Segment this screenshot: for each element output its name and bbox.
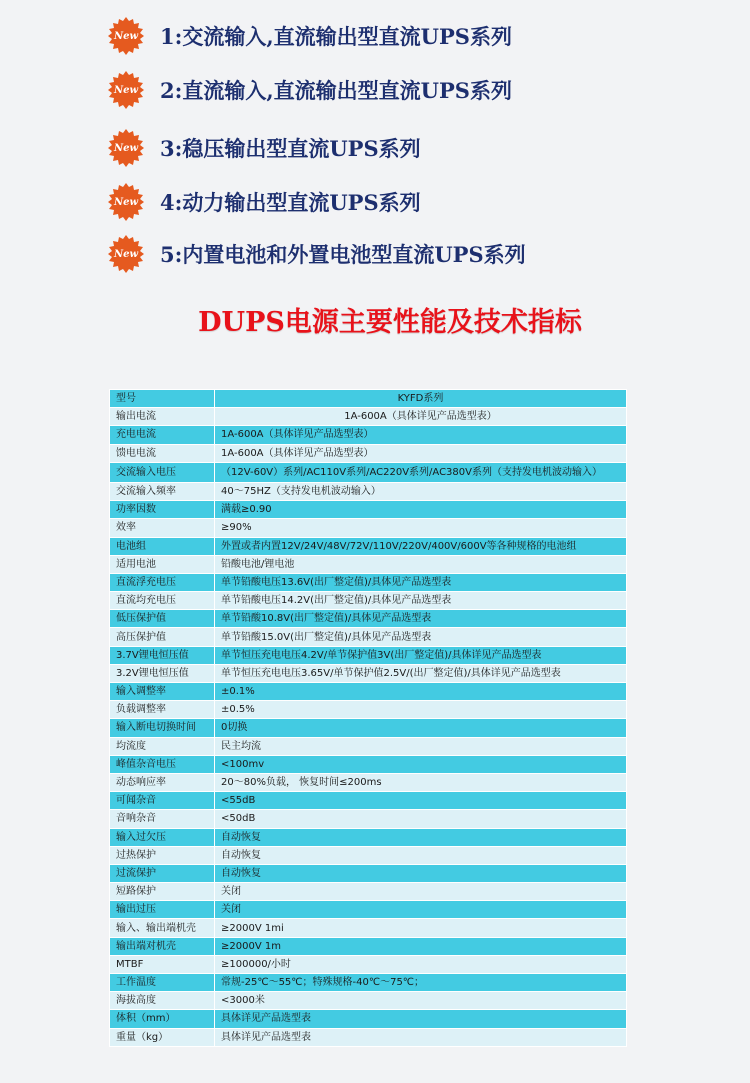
table-row xyxy=(110,937,627,955)
page-title: DUPS电源主要性能及技术指标 xyxy=(198,307,582,338)
spec-value: 1A-600A（具体详见产品选型表） xyxy=(215,426,627,444)
table-row xyxy=(110,646,627,664)
table-row xyxy=(110,1028,627,1046)
table-row xyxy=(110,883,627,901)
spec-value: ≥2000V 1mi xyxy=(215,919,627,937)
spec-value: 20～80%负载， 恢复时间≤200ms xyxy=(215,773,627,791)
table-row xyxy=(110,919,627,937)
spec-value: 自动恢复 xyxy=(215,828,627,846)
spec-name: 输入断电切换时间 xyxy=(110,719,215,737)
table-row xyxy=(110,555,627,573)
spec-value: 铅酸电池/锂电池 xyxy=(215,555,627,573)
spec-name: 直流均充电压 xyxy=(110,592,215,610)
table-row xyxy=(110,792,627,810)
spec-name: 输入过欠压 xyxy=(110,828,215,846)
table-row xyxy=(110,519,627,537)
series-item xyxy=(106,14,512,58)
spec-value: 单节铅酸电压13.6V(出厂整定值)/具体见产品选型表 xyxy=(215,573,627,591)
spec-value: 常规-25℃～55℃；特殊规格-40℃～75℃； xyxy=(215,974,627,992)
spec-name: 功率因数 xyxy=(110,501,215,519)
table-row xyxy=(110,573,627,591)
series-label: 5:内置电池和外置电池型直流UPS系列 xyxy=(160,242,526,267)
spec-name: 适用电池 xyxy=(110,555,215,573)
table-row xyxy=(110,592,627,610)
spec-name: 过热保护 xyxy=(110,846,215,864)
badge-text: New xyxy=(113,30,139,42)
spec-value: <3000米 xyxy=(215,992,627,1010)
spec-value: 单节恒压充电电压4.2V/单节保护值3V(出厂整定值)/具体详见产品选型表 xyxy=(215,646,627,664)
table-row xyxy=(110,974,627,992)
spec-value: 单节铅酸电压14.2V(出厂整定值)/具体见产品选型表 xyxy=(215,592,627,610)
table-row xyxy=(110,773,627,791)
new-badge-icon xyxy=(106,182,146,222)
new-badge-icon xyxy=(106,70,146,110)
spec-name: 过流保护 xyxy=(110,864,215,882)
spec-value: 满载≥0.90 xyxy=(215,501,627,519)
table-row xyxy=(110,408,627,426)
spec-name: 均流度 xyxy=(110,737,215,755)
spec-value: 单节恒压充电电压3.65V/单节保护值2.5V/(出厂整定值)/具体详见产品选型表 xyxy=(215,664,627,682)
table-row xyxy=(110,828,627,846)
spec-value: ±0.5% xyxy=(215,701,627,719)
spec-value: （12V-60V）系列/AC110V系列/AC220V系列/AC380V系列（支持发电机波动输入） xyxy=(215,462,627,482)
spec-value: ≥90% xyxy=(215,519,627,537)
series-item xyxy=(106,232,526,276)
table-row xyxy=(110,610,627,628)
new-badge-icon xyxy=(106,16,146,56)
spec-value: 自动恢复 xyxy=(215,864,627,882)
table-row xyxy=(110,992,627,1010)
spec-value: ≥100000/小时 xyxy=(215,955,627,973)
table-row xyxy=(110,482,627,500)
spec-name: 直流浮充电压 xyxy=(110,573,215,591)
table-row xyxy=(110,537,627,555)
table-row xyxy=(110,701,627,719)
spec-name: 负载调整率 xyxy=(110,701,215,719)
spec-value: <55dB xyxy=(215,792,627,810)
badge-text: New xyxy=(113,84,139,96)
badge-text: New xyxy=(113,142,139,154)
spec-table xyxy=(109,389,627,1047)
table-row xyxy=(110,901,627,919)
new-badge-icon xyxy=(106,128,146,168)
spec-value: 关闭 xyxy=(215,901,627,919)
spec-value: 0切换 xyxy=(215,719,627,737)
spec-value: 外置或者内置12V/24V/48V/72V/110V/220V/400V/600V等各种规格的电池组 xyxy=(215,537,627,555)
spec-name: 馈电电流 xyxy=(110,444,215,462)
spec-name: 体积（mm） xyxy=(110,1010,215,1028)
spec-value: <50dB xyxy=(215,810,627,828)
spec-value: <100mv xyxy=(215,755,627,773)
spec-name: 3.2V锂电恒压值 xyxy=(110,664,215,682)
spec-value: ≥2000V 1m xyxy=(215,937,627,955)
spec-value: 单节铅酸15.0V(出厂整定值)/具体见产品选型表 xyxy=(215,628,627,646)
spec-value: 民主均流 xyxy=(215,737,627,755)
table-row xyxy=(110,810,627,828)
series-label: 3:稳压输出型直流UPS系列 xyxy=(160,136,421,161)
spec-name: 重量（kg） xyxy=(110,1028,215,1046)
spec-name: 交流输入频率 xyxy=(110,482,215,500)
spec-value: ±0.1% xyxy=(215,683,627,701)
spec-name: 可闻杂音 xyxy=(110,792,215,810)
table-row xyxy=(110,846,627,864)
spec-name: 输出过压 xyxy=(110,901,215,919)
spec-name: 音响杂音 xyxy=(110,810,215,828)
spec-name: 低压保护值 xyxy=(110,610,215,628)
badge-text: New xyxy=(113,248,139,260)
table-row xyxy=(110,462,627,482)
spec-value: 40～75HZ（支持发电机波动输入） xyxy=(215,482,627,500)
table-row xyxy=(110,1010,627,1028)
spec-name: 效率 xyxy=(110,519,215,537)
series-item xyxy=(106,126,421,170)
table-row xyxy=(110,426,627,444)
table-row xyxy=(110,501,627,519)
table-row xyxy=(110,444,627,462)
series-label: 2:直流输入,直流输出型直流UPS系列 xyxy=(160,78,512,103)
table-row xyxy=(110,390,627,408)
table-row xyxy=(110,955,627,973)
spec-name: 交流输入电压 xyxy=(110,462,215,482)
table-row xyxy=(110,719,627,737)
spec-name: 动态响应率 xyxy=(110,773,215,791)
spec-name: 工作温度 xyxy=(110,974,215,992)
badge-text: New xyxy=(113,196,139,208)
spec-value: KYFD系列 xyxy=(215,390,627,408)
table-row xyxy=(110,683,627,701)
spec-name: 高压保护值 xyxy=(110,628,215,646)
spec-name: 型号 xyxy=(110,390,215,408)
spec-value: 单节铅酸10.8V(出厂整定值)/具体见产品选型表 xyxy=(215,610,627,628)
spec-name: 输出电流 xyxy=(110,408,215,426)
spec-name: 充电电流 xyxy=(110,426,215,444)
spec-value: 关闭 xyxy=(215,883,627,901)
spec-name: 电池组 xyxy=(110,537,215,555)
spec-name: 输入调整率 xyxy=(110,683,215,701)
spec-value: 具体详见产品选型表 xyxy=(215,1010,627,1028)
spec-value: 1A-600A（具体详见产品选型表） xyxy=(215,408,627,426)
spec-value: 自动恢复 xyxy=(215,846,627,864)
spec-name: 短路保护 xyxy=(110,883,215,901)
table-row xyxy=(110,628,627,646)
spec-name: 3.7V锂电恒压值 xyxy=(110,646,215,664)
spec-name: 输出端对机壳 xyxy=(110,937,215,955)
series-label: 1:交流输入,直流输出型直流UPS系列 xyxy=(160,24,512,49)
table-row xyxy=(110,755,627,773)
series-label: 4:动力输出型直流UPS系列 xyxy=(160,190,421,215)
table-row xyxy=(110,864,627,882)
series-item xyxy=(106,180,421,224)
table-row xyxy=(110,737,627,755)
spec-name: 海拔高度 xyxy=(110,992,215,1010)
spec-name: 峰值杂音电压 xyxy=(110,755,215,773)
table-row xyxy=(110,664,627,682)
new-badge-icon xyxy=(106,234,146,274)
spec-value: 1A-600A（具体详见产品选型表） xyxy=(215,444,627,462)
spec-value: 具体详见产品选型表 xyxy=(215,1028,627,1046)
spec-name: 输入、输出端机壳 xyxy=(110,919,215,937)
series-item xyxy=(106,68,512,112)
spec-name: MTBF xyxy=(110,955,215,973)
